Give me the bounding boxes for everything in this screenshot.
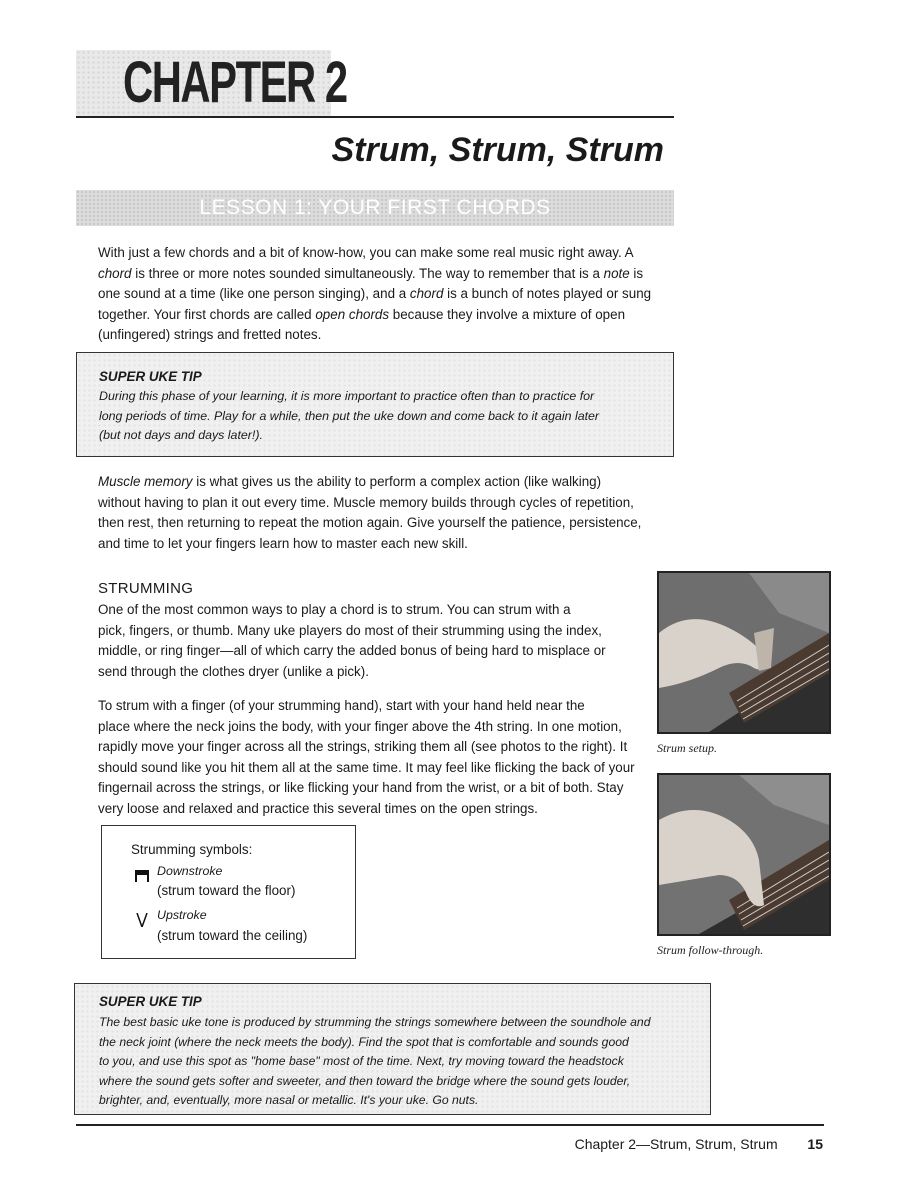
tip-line: During this phase of your learning, it is more important to practice often than to practice for xyxy=(99,389,595,403)
paragraph-line: and time to let your fingers learn how to master each new skill. xyxy=(98,535,468,551)
paragraph-line: without having to plan it out every time. Muscle memory builds through cycles of repetition, xyxy=(98,494,634,510)
upstroke-label: Upstroke xyxy=(157,908,207,922)
photo-caption-follow-through: Strum follow-through. xyxy=(657,943,764,957)
chapter-number-heading: CHAPTER 2 xyxy=(123,50,347,115)
paragraph-line: rapidly move your finger across all the strings, striking them all (see photos to the right). It xyxy=(98,739,628,755)
paragraph-line: should sound like you hit them all at the same time. It may feel like flicking the back of your xyxy=(98,759,635,775)
page-number: 15 xyxy=(807,1136,823,1152)
tip-line: the neck joint (where the neck meets the body). Find the spot that is comfortable and sounds good xyxy=(99,1034,629,1049)
symbols-title: Strumming symbols: xyxy=(131,842,253,857)
super-uke-tip-box xyxy=(76,352,674,457)
paragraph-line: very loose and relaxed and practice this several times on the open strings. xyxy=(98,800,538,816)
tip-line: (but not days and days later!). xyxy=(99,428,263,442)
strum-setup-illustration xyxy=(659,573,829,732)
downstroke-label: Downstroke xyxy=(157,864,223,878)
strumming-paragraph-1 xyxy=(98,600,643,682)
paragraph-line: pick, fingers, or thumb. Many uke players do most of their strumming using the index, xyxy=(98,622,602,638)
tip-line: The best basic uke tone is produced by strumming the strings somewhere between the soundhole and xyxy=(99,1015,651,1029)
intro-line: (unfingered) strings and fretted notes. xyxy=(98,327,322,343)
downstroke-icon xyxy=(135,869,149,881)
page-footer xyxy=(575,1136,823,1152)
intro-paragraph xyxy=(98,243,678,346)
lesson-title: LESSON 1: YOUR FIRST CHORDS xyxy=(199,196,551,219)
intro-line: chord is three or more notes sounded simultaneously. The way to remember that is a note is xyxy=(98,265,644,281)
paragraph-line: then rest, then returning to repeat the motion again. Give yourself the patience, persistence, xyxy=(98,515,642,531)
paragraph-line: middle, or ring finger—all of which carry the added bonus of being hard to misplace or xyxy=(98,643,606,659)
upstroke-description: (strum toward the ceiling) xyxy=(157,928,308,943)
tip-body xyxy=(99,387,669,446)
running-title: Chapter 2—Strum, Strum, Strum xyxy=(574,1136,778,1152)
tip-heading: SUPER UKE TIP xyxy=(99,369,202,384)
bottom-divider xyxy=(76,1124,824,1126)
paragraph-line: send through the clothes dryer (unlike a pick). xyxy=(98,663,369,679)
paragraph-line: place where the neck joins the body, with your finger above the 4th string. In one motion, xyxy=(98,718,622,734)
paragraph-line: fingernail across the strings, or like flicking your hand from the wrist, or a bit of both. Stay xyxy=(98,780,624,796)
strumming-heading: STRUMMING xyxy=(98,580,194,597)
top-divider xyxy=(76,116,674,118)
tip-line: to you, and use this spot as "home base" most of the time. Next, try moving toward the headstock xyxy=(99,1054,624,1068)
strumming-symbols-box xyxy=(101,825,356,959)
upstroke-icon xyxy=(136,913,148,927)
intro-line: With just a few chords and a bit of know-how, you can make some real music right away. A xyxy=(98,245,634,260)
muscle-memory-paragraph xyxy=(98,472,678,554)
paragraph-line: One of the most common ways to play a chord is to strum. You can strum with a xyxy=(98,602,571,617)
tip-line: long periods of time. Play for a while, then put the uke down and come back to it again later xyxy=(99,408,600,423)
tip-line: brighter, and, eventually, more nasal or metallic. It's your uke. Go nuts. xyxy=(99,1093,479,1107)
tip-body xyxy=(99,1013,709,1111)
paragraph-line: To strum with a finger (of your strumming hand), start with your hand held near the xyxy=(98,698,585,713)
strumming-paragraph-2 xyxy=(98,696,643,820)
strum-follow-through-illustration xyxy=(659,775,829,934)
photo-caption-setup: Strum setup. xyxy=(657,741,717,755)
intro-line: one sound at a time (like one person singing), and a chord is a bunch of notes played or sung xyxy=(98,286,652,302)
downstroke-description: (strum toward the floor) xyxy=(157,883,296,898)
super-uke-tip-box-2 xyxy=(74,983,711,1115)
paragraph-line: Muscle memory is what gives us the ability to perform a complex action (like walking) xyxy=(98,474,602,489)
tip-heading: SUPER UKE TIP xyxy=(99,994,202,1009)
chapter-title: Strum, Strum, Strum xyxy=(331,131,664,169)
strum-setup-photo xyxy=(657,571,831,734)
intro-line: together. Your first chords are called open chords because they involve a mixture of open xyxy=(98,306,626,322)
tip-line: where the sound gets softer and sweeter, and then toward the bridge where the sound gets louder, xyxy=(99,1073,631,1088)
strum-follow-through-photo xyxy=(657,773,831,936)
